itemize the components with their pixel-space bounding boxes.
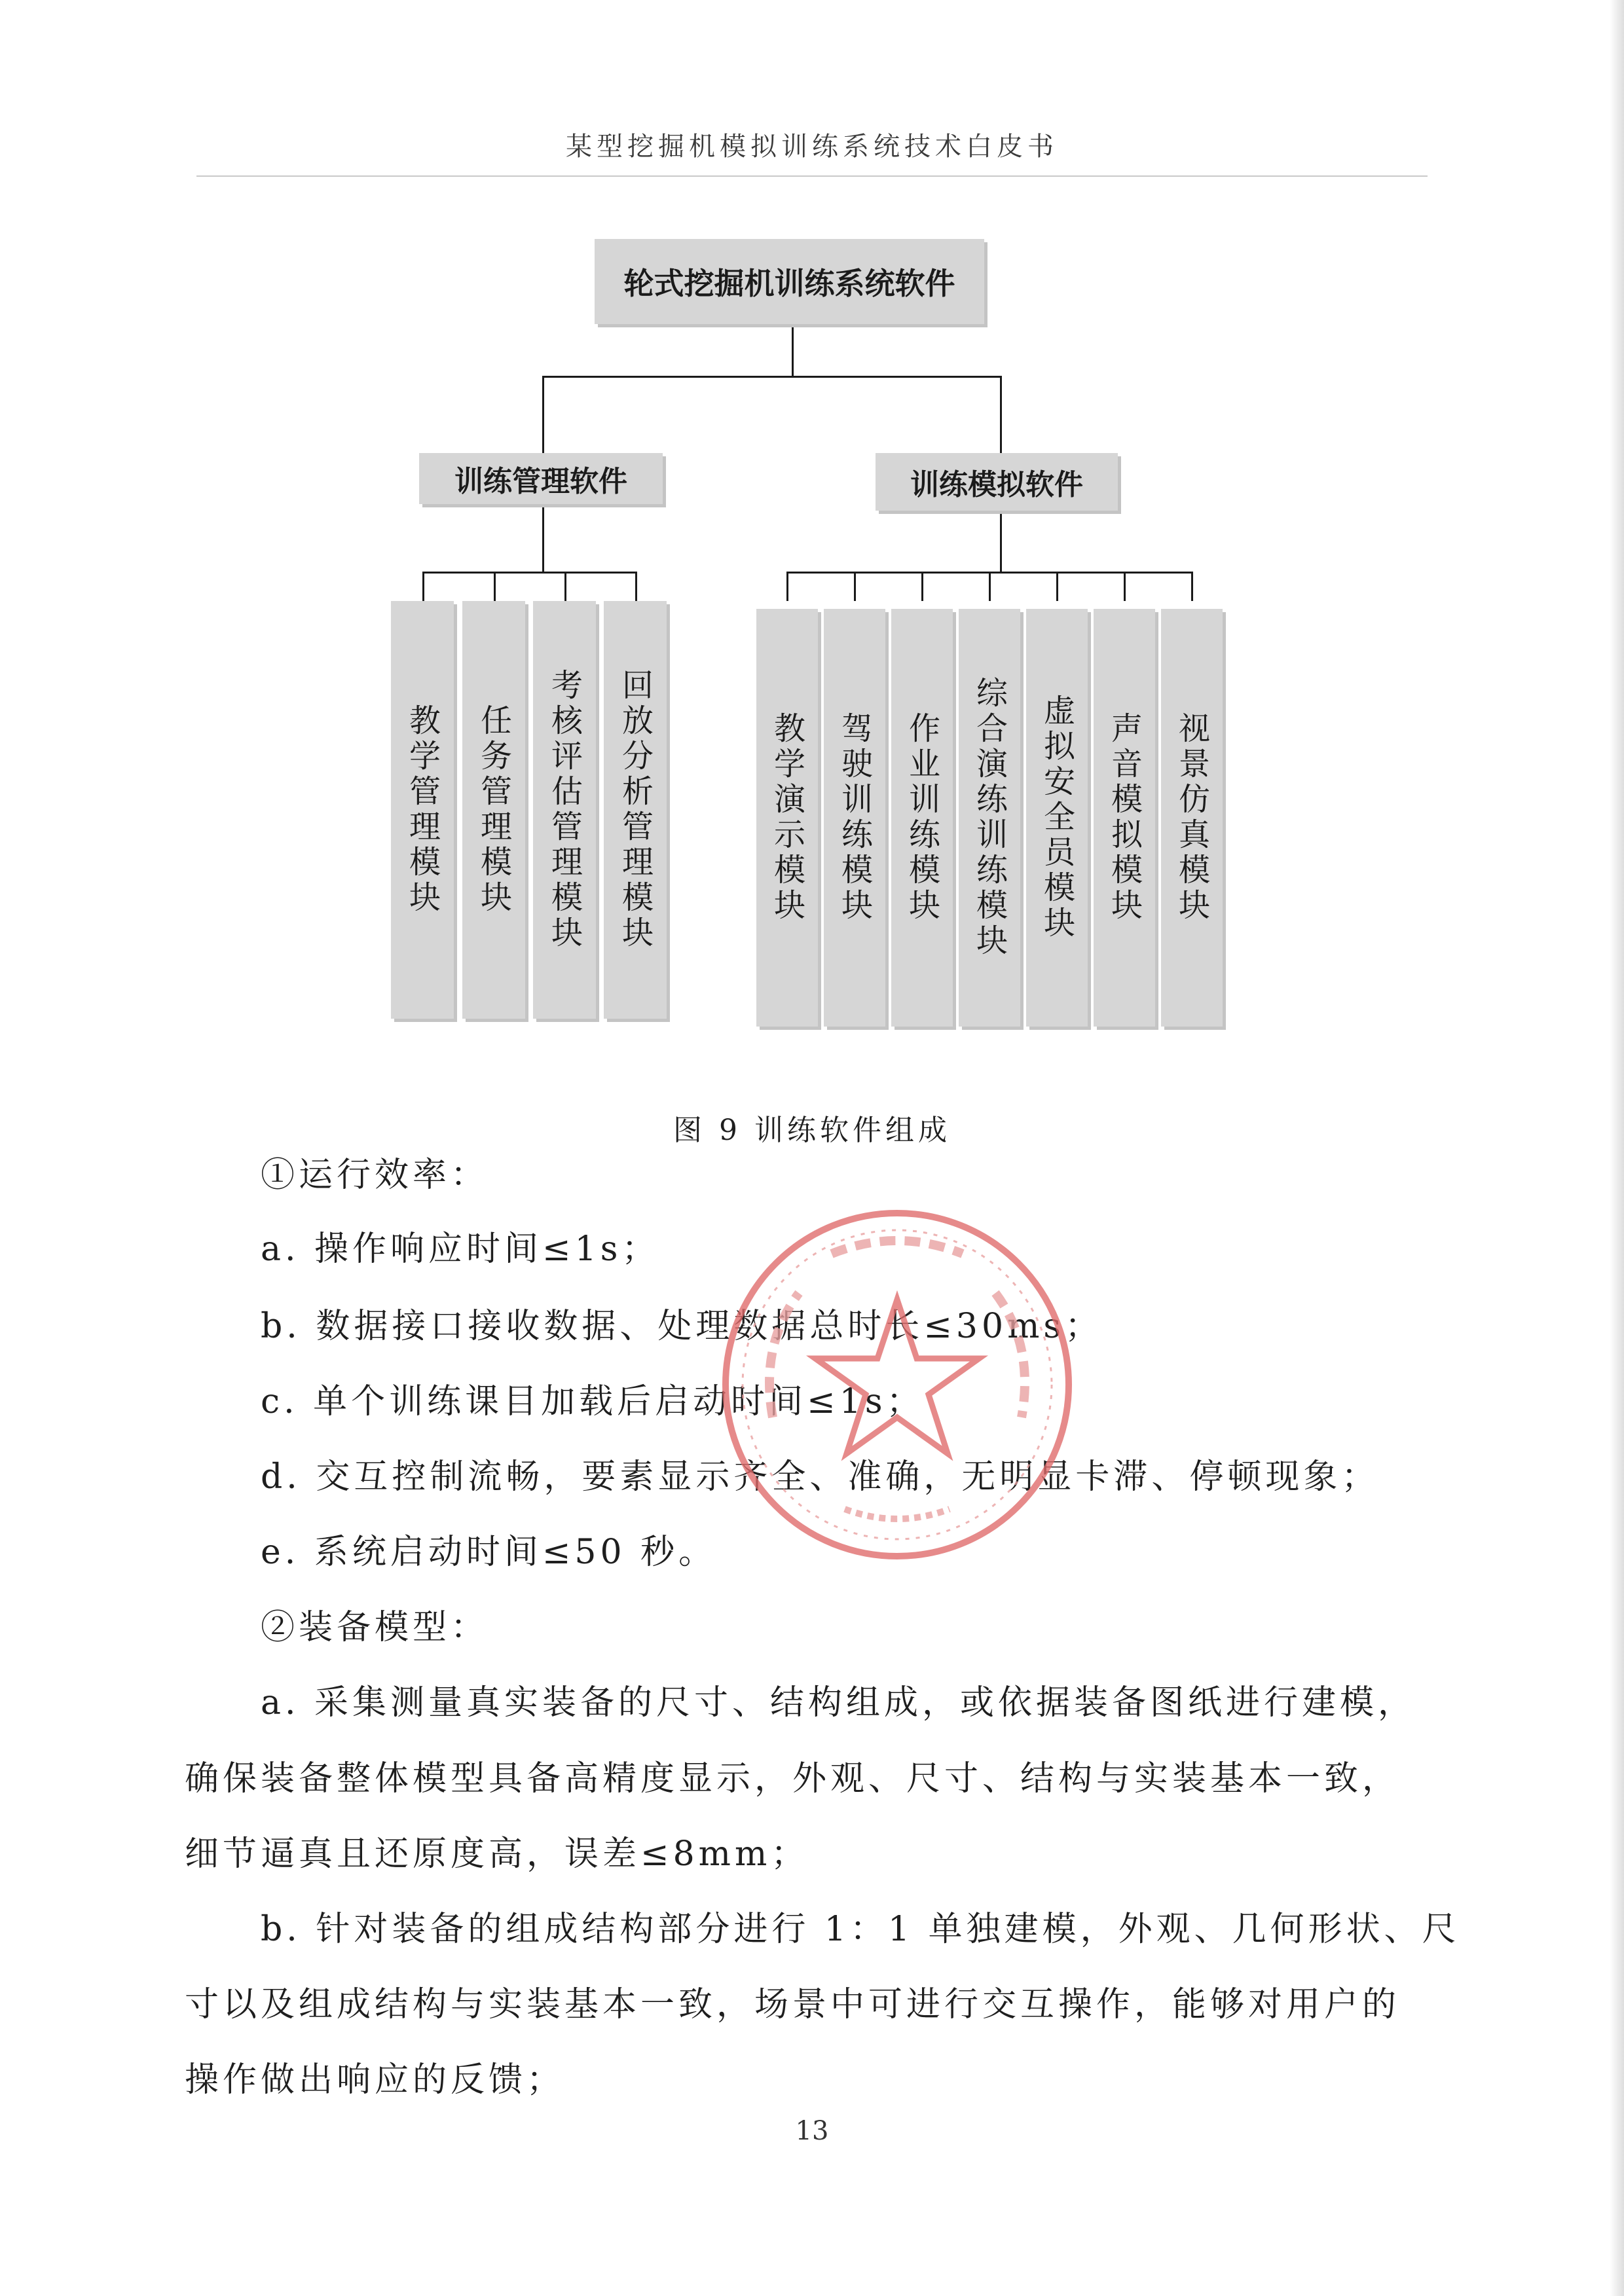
connector: [542, 376, 1002, 378]
connector: [1124, 572, 1126, 601]
module-sound-simulation: 声音模拟模块: [1094, 609, 1155, 1027]
paragraph-line: 寸以及组成结构与实装基本一致，场景中可进行交互操作，能够对用户的: [185, 1985, 1401, 2024]
paragraph-line: b. 数据接口接收数据、处理数据总时长≤30ms；: [261, 1307, 1103, 1346]
paragraph-line: 操作做出响应的反馈；: [185, 2060, 565, 2100]
module-teaching-demo: 教学演示模块: [756, 609, 818, 1027]
training-simulation-node: 训练模拟软件: [876, 453, 1118, 511]
root-node: 轮式挖掘机训练系统软件: [595, 239, 984, 324]
connector: [542, 376, 544, 453]
training-management-node: 训练管理软件: [419, 453, 663, 504]
company-seal: [714, 1201, 1080, 1568]
connector: [635, 572, 637, 601]
module-driving-training: 驾驶训练模块: [824, 609, 885, 1027]
paragraph-line: 细节逼真且还原度高，误差≤8mm；: [185, 1834, 809, 1874]
connector: [792, 324, 794, 376]
module-assessment-management: 考核评估管理模块: [533, 601, 596, 1019]
connector: [422, 572, 637, 574]
module-visual-simulation: 视景仿真模块: [1161, 609, 1223, 1027]
star-icon: [815, 1300, 979, 1453]
connector: [854, 572, 856, 601]
paragraph-line: d. 交互控制流畅，要素显示齐全、准确，无明显卡滞、停顿现象；: [261, 1457, 1380, 1497]
connector: [1000, 511, 1002, 572]
page-number: 13: [795, 2116, 829, 2146]
connector: [1000, 376, 1002, 453]
heading-efficiency: ①运行效率：: [261, 1156, 489, 1195]
paragraph-line: c. 单个训练课目加载后启动时间≤1s；: [261, 1382, 925, 1421]
connector: [422, 572, 424, 601]
connector: [989, 572, 991, 601]
paragraph-line: a. 采集测量真实装备的尺寸、结构组成，或依据装备图纸进行建模，: [261, 1683, 1416, 1722]
paragraph-line: e. 系统启动时间≤50 秒。: [261, 1533, 717, 1572]
heading-equipment-model: ②装备模型：: [261, 1608, 489, 1647]
paragraph-line: b. 针对装备的组成结构部分进行 1：1 单独建模，外观、几何形状、尺: [261, 1910, 1460, 1949]
connector: [542, 504, 544, 572]
connector: [786, 572, 788, 601]
paragraph-line: a. 操作响应时间≤1s；: [261, 1230, 660, 1269]
document-title: 某型挖掘机模拟训练系统技术白皮书: [566, 132, 1058, 162]
module-replay-analysis: 回放分析管理模块: [604, 601, 667, 1019]
module-teaching-management: 教学管理模块: [391, 601, 454, 1019]
module-comprehensive-drill: 综合演练训练模块: [959, 609, 1020, 1027]
figure-caption: 图 9 训练软件组成: [673, 1114, 951, 1147]
connector: [921, 572, 923, 601]
module-virtual-safety-officer: 虚拟安全员模块: [1026, 609, 1088, 1027]
module-operation-training: 作业训练模块: [891, 609, 953, 1027]
module-task-management: 任务管理模块: [462, 601, 525, 1019]
connector: [1056, 572, 1058, 601]
connector: [564, 572, 566, 601]
connector: [1191, 572, 1193, 601]
paragraph-line: 确保装备整体模型具备高精度显示，外观、尺寸、结构与实装基本一致，: [185, 1759, 1401, 1798]
page-edge: [1610, 0, 1624, 2296]
connector: [494, 572, 496, 601]
header-divider: [196, 175, 1428, 177]
